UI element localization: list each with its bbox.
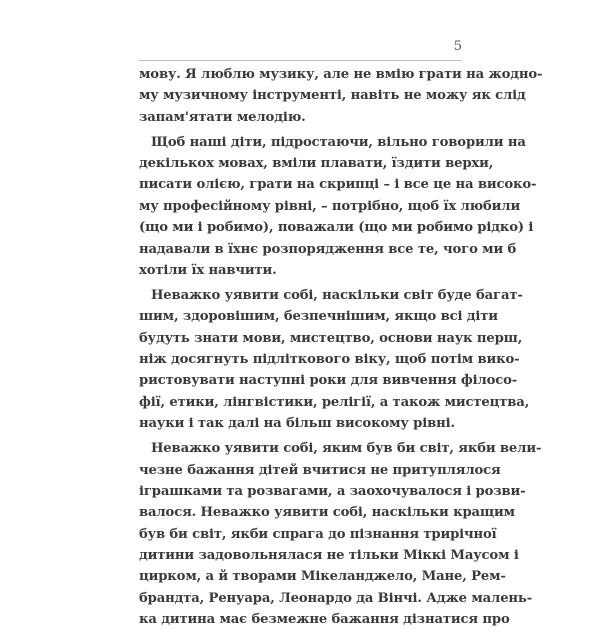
text-line: був би світ, якби спрага до пізнання трирічної [139,526,497,542]
text-line: (що ми і робимо), поважали (що ми робимо рідко) і [139,220,534,236]
page-number: 5 [453,39,462,54]
text-line: брандта, Ренуара, Леонардо да Вінчі. Адже малень- [139,590,533,606]
text-line: му музичному інструменті, навіть не можу як слід [139,88,526,104]
text-line: дитини задовольнялася не тільки Міккі Маусом і [139,548,519,564]
text-line: шим, здоровішим, безпечнішим, якщо всі діти [139,309,498,325]
text-line: цирком, а й творами Мікеланджело, Мане, Рем- [139,569,506,585]
text-line: будуть знати мови, мистецтво, основи наук перш, [139,330,523,346]
text-line: ка дитина має безмежне бажання дізнатися про [139,612,510,628]
text-line: Щоб наші діти, підростаючи, вільно говорили на [151,134,526,150]
text-line: хотіли їх навчити. [139,263,277,279]
header-rule [139,60,462,61]
text-line: фії, етики, лінгвістики, релігії, а також мистецтва, [139,394,530,410]
paragraph [139,132,537,282]
text-line: писати олією, грати на скрипці – і все це на високо- [139,177,537,193]
text-line: Неважко уявити собі, наскільки світ буде багат- [151,287,523,303]
text-line: декількох мовах, вміли плавати, їздити верхи, [139,156,494,172]
body-text [139,64,543,634]
text-line: чезне бажання дітей вчитися не притуплялося [139,462,501,478]
text-line: надавали в їхнє розпорядження все те, чого ми б [139,241,517,257]
text-line: валося. Неважко уявити собі, наскільки кращим [139,505,515,521]
paragraph [139,438,542,631]
text-line: ніж досягнуть підліткового віку, щоб потім вико- [139,352,520,368]
text-line: науки і так далі на більш високому рівні. [139,416,455,432]
text-line: Неважко уявити собі, яким був би світ, якби вели- [151,441,542,457]
paragraph [139,64,543,128]
text-line: мову. Я люблю музику, але не вмію грати на жодно- [139,67,543,82]
text-line: іграшками та розвагами, а заохочувалося і розви- [139,483,526,499]
paragraph [139,285,530,435]
text-line: запам'ятати мелодію. [139,109,306,125]
text-line: му професійному рівні, – потрібно, щоб їх любили [139,198,521,214]
text-line: ристовувати наступні роки для вивчення філосо- [139,373,518,389]
